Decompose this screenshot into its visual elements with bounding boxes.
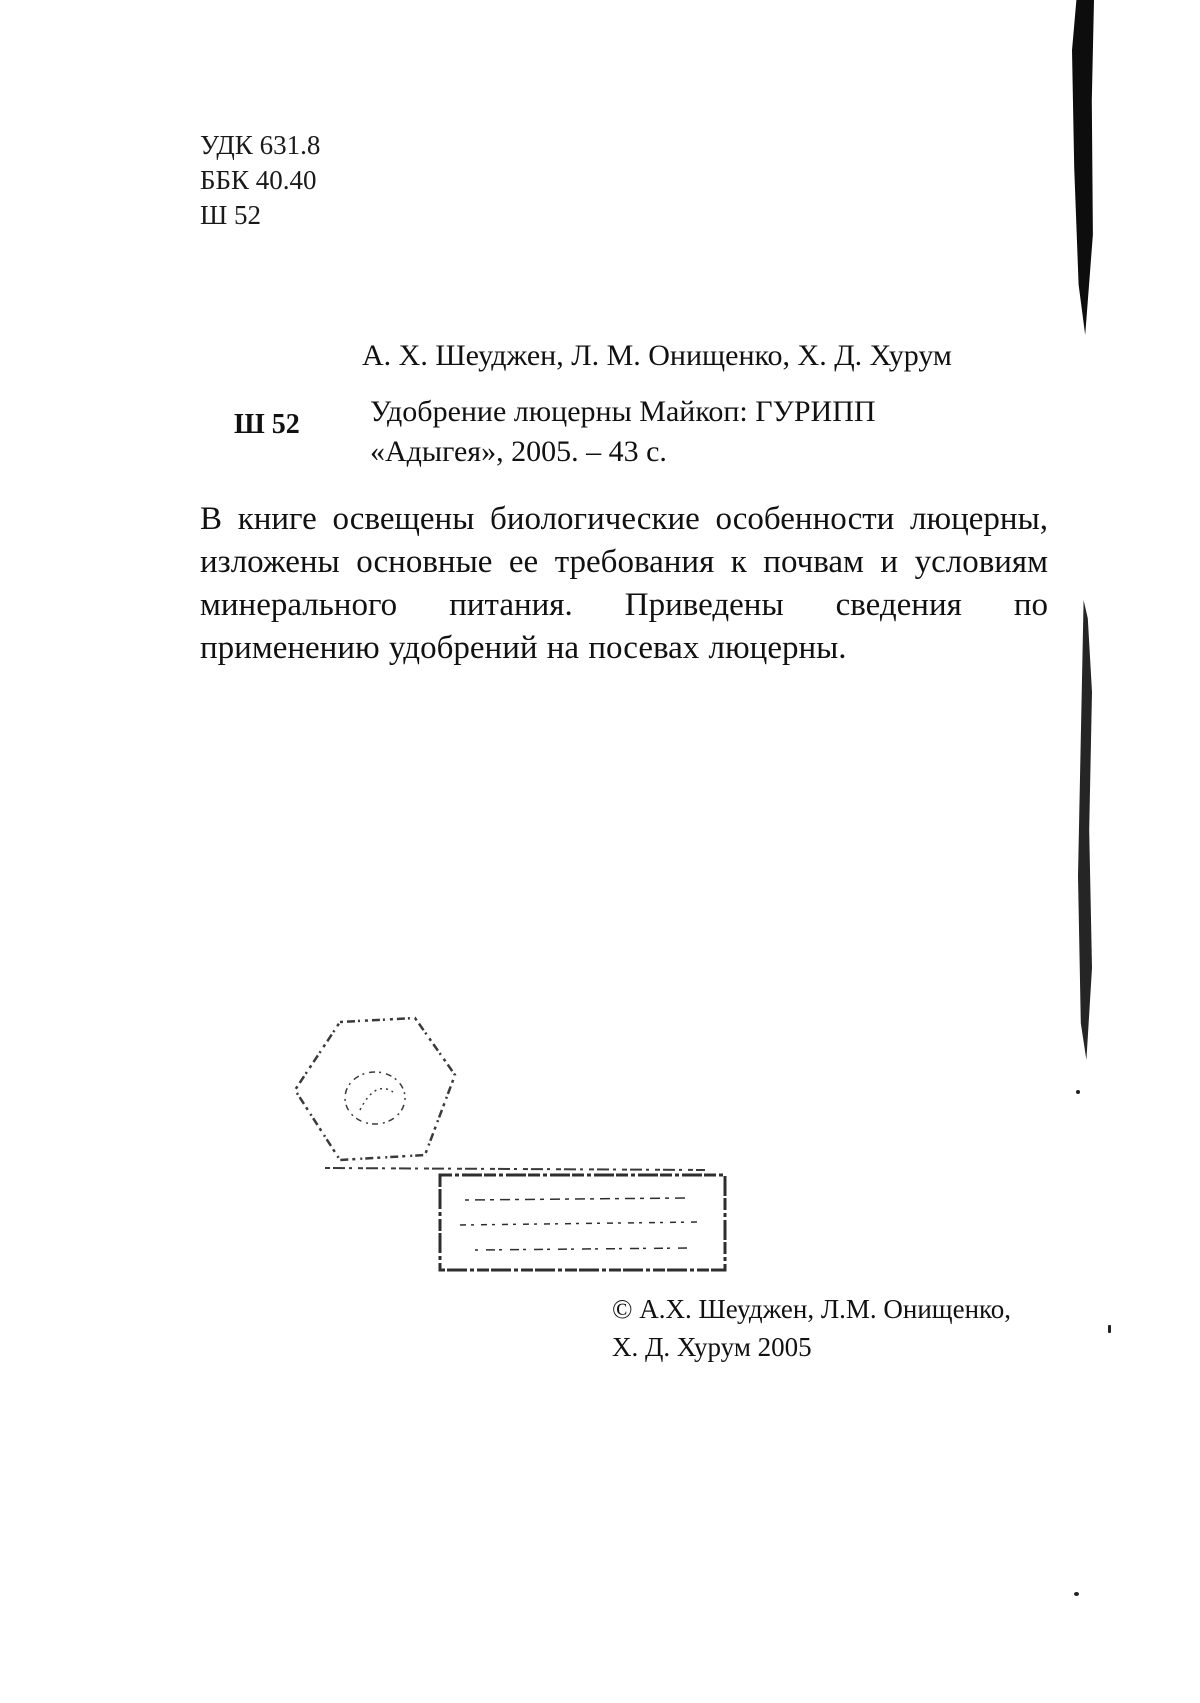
call-code: Ш 52 — [234, 409, 300, 440]
title-line: Удобрение люцерны Майкоп: ГУРИПП — [370, 395, 876, 428]
hexagon-stamp — [295, 1018, 455, 1160]
scan-speck — [1076, 1090, 1080, 1094]
rectangle-stamp — [440, 1175, 725, 1270]
publisher-line: «Адыгея», 2005. – 43 с. — [370, 435, 667, 468]
authors-line: А. Х. Шеуджен, Л. М. Онищенко, Х. Д. Хурум — [362, 339, 952, 372]
library-stamp — [285, 1010, 745, 1280]
scan-speck — [1108, 1325, 1111, 1333]
classification-block — [200, 128, 320, 233]
scan-speck — [1074, 1592, 1079, 1596]
author-mark: Ш 52 — [200, 200, 261, 230]
scan-edge-shadow-top — [1072, 0, 1094, 335]
copyright-block — [612, 1290, 1011, 1366]
copyright-line-1: © А.Х. Шеуджен, Л.М. Онищенко, — [612, 1294, 1012, 1324]
imprint-block — [370, 392, 876, 472]
scan-edge-shadow-bottom — [1078, 600, 1092, 1060]
bbk-code: ББК 40.40 — [200, 165, 317, 195]
copyright-line-2: Х. Д. Хурум 2005 — [612, 1332, 812, 1362]
abstract-paragraph: В книге освещены биологические особенности люцерны, изложены основные ее требования к почвам и условиям минерального питания. Приведены сведения по применению удобрений на посевах люцерны. — [200, 501, 1048, 666]
udk-code: УДК 631.8 — [200, 130, 321, 160]
